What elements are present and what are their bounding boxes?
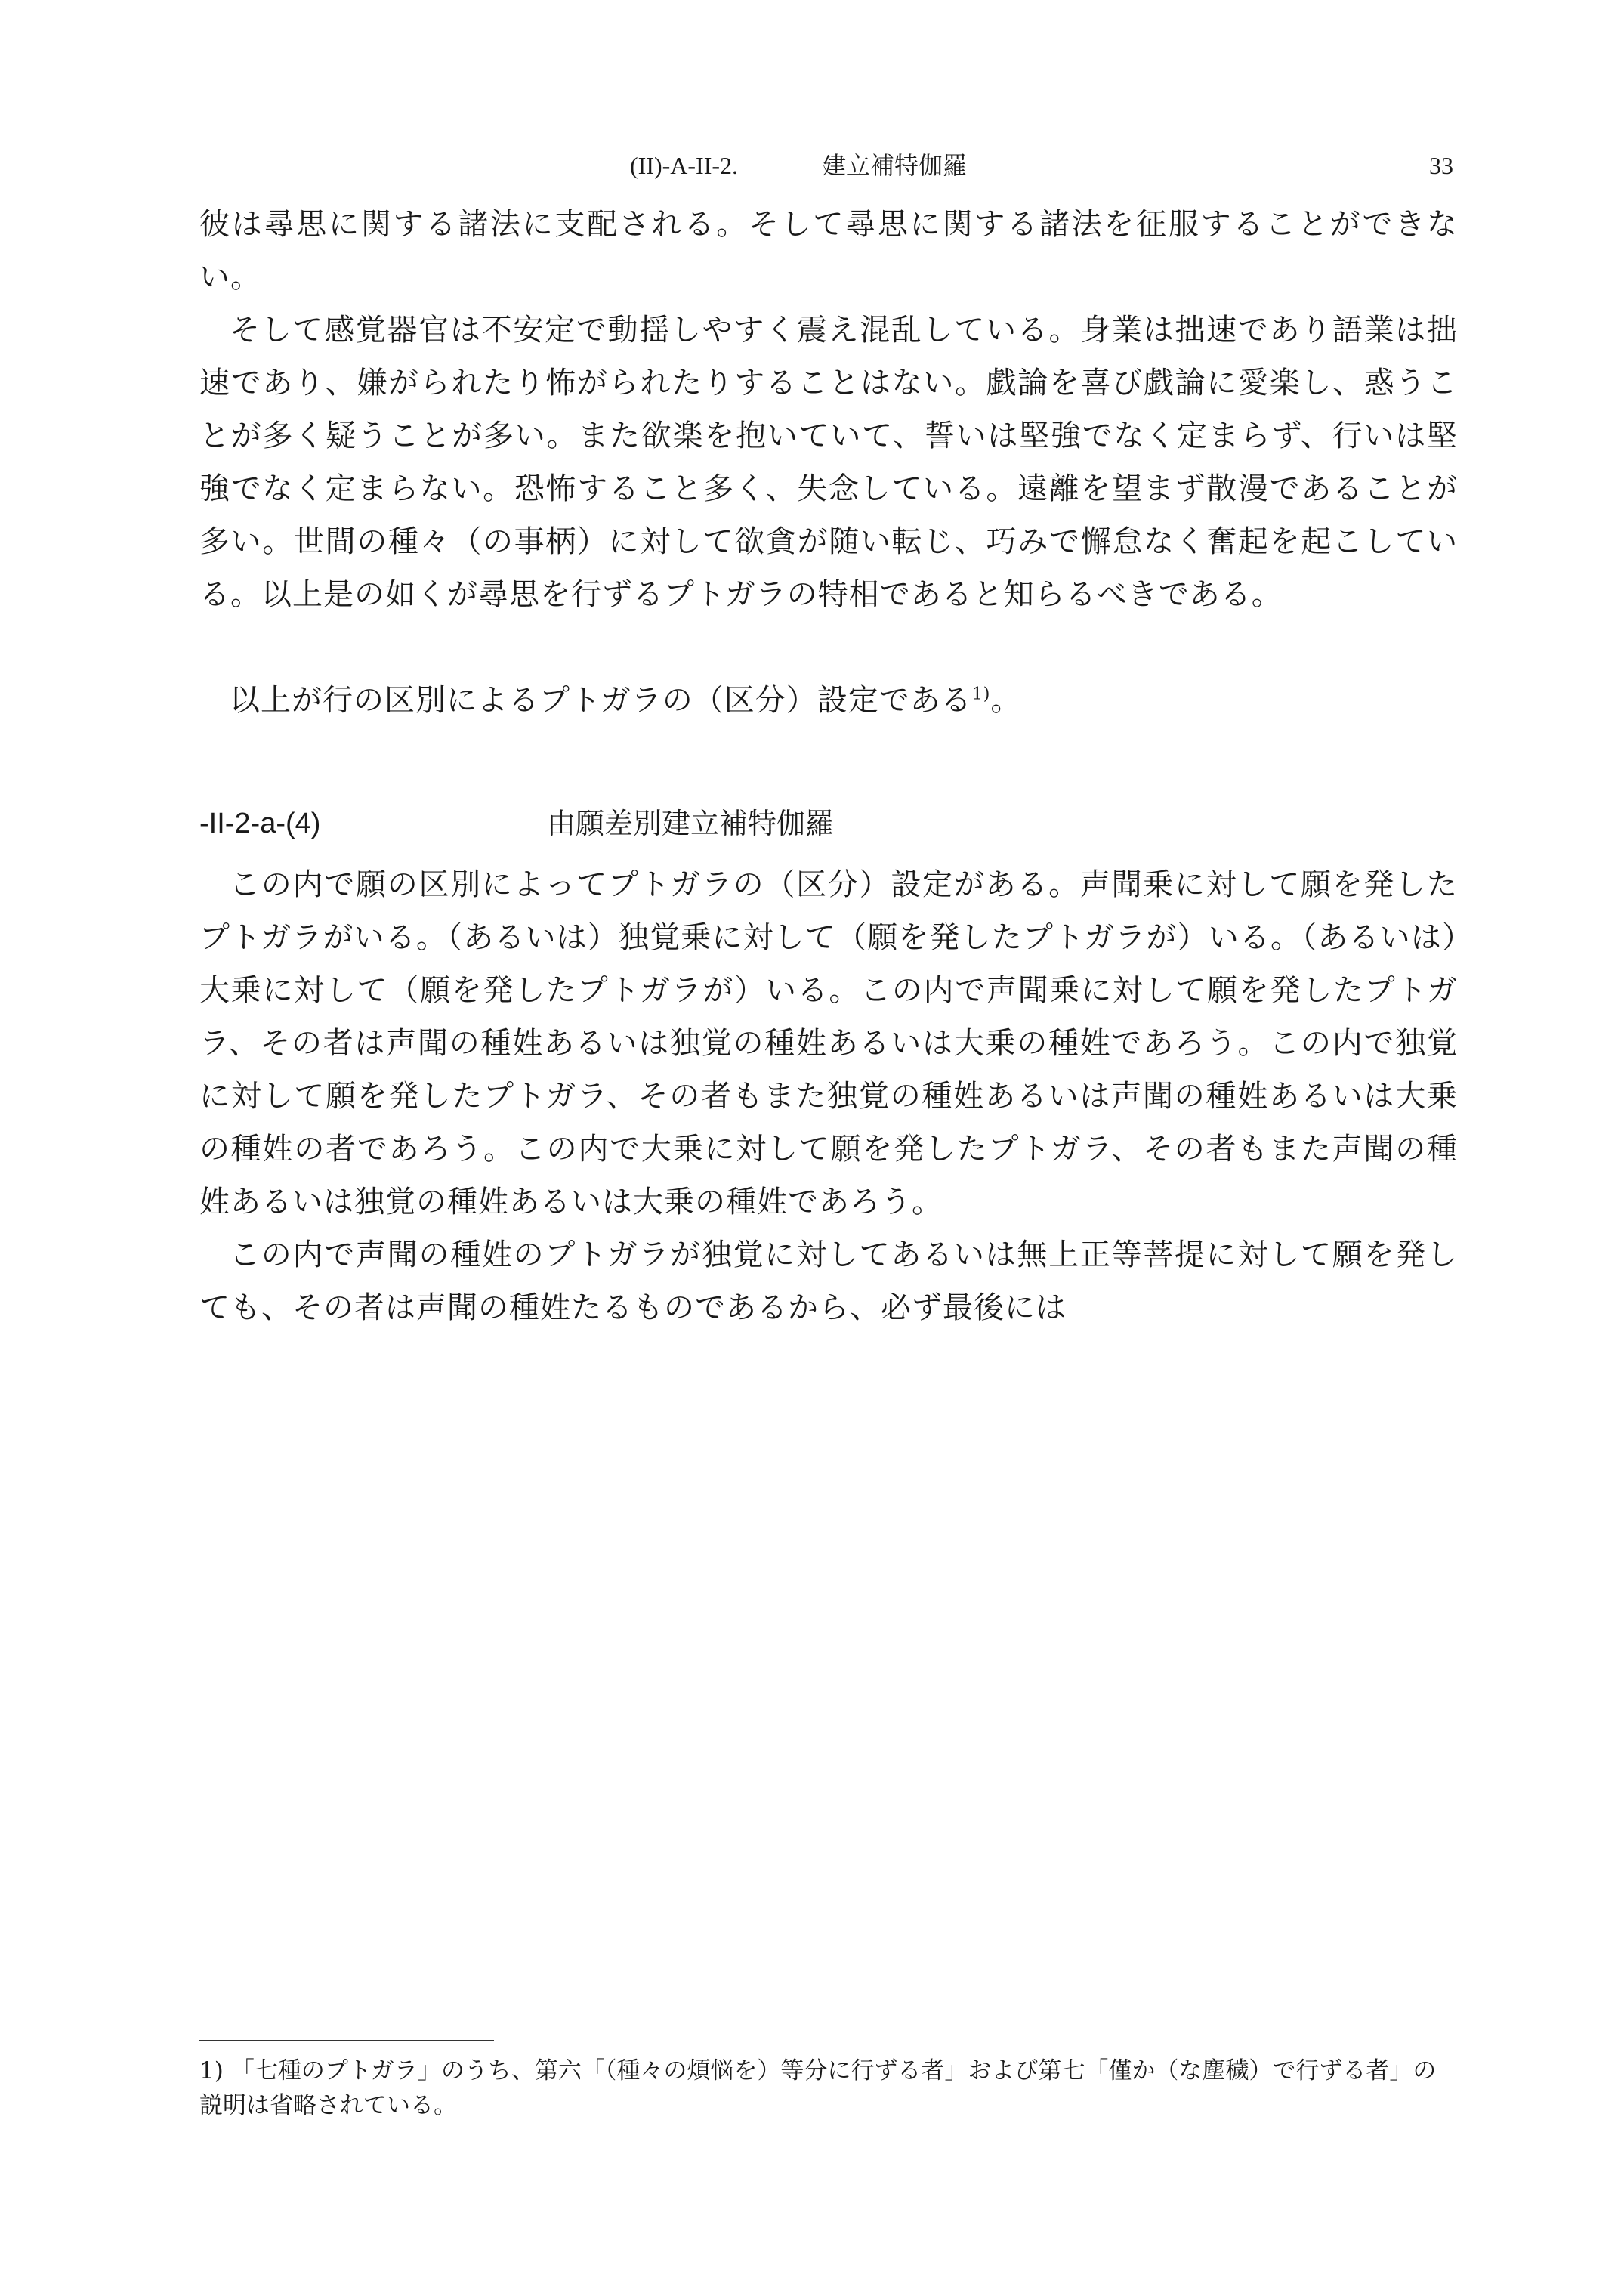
subheading-title: 由願差別建立補特伽羅 xyxy=(547,807,835,840)
footnote xyxy=(199,2053,1458,2123)
paragraph-3-end: 。 xyxy=(990,683,1022,718)
subheading-code: -II-2-a-(4) xyxy=(199,808,321,839)
footnote-text: 「七種のプトガラ」のうち、第六「（種々の煩悩を）等分に行ずる者」および第七「僅か（な塵穢）で行ずる者」の説明は省略されている。 xyxy=(199,2057,1437,2119)
paragraph-1: 彼は尋思に関する諸法に支配される。そして尋思に関する諸法を征服することができない。 xyxy=(199,207,1458,295)
paragraph-3 xyxy=(199,674,1458,727)
section-subheading xyxy=(199,801,1458,846)
paragraph-5: この内で声聞の種姓のプトガラが独覚に対してあるいは無上正等菩提に対して願を発しても、その者は声聞の種姓たるものであるから、必ず最後には xyxy=(199,1238,1458,1325)
footnote-reference[interactable]: 1) xyxy=(971,684,991,704)
page-number: 33 xyxy=(1429,152,1453,179)
footnote-marker: 1) xyxy=(199,2057,224,2084)
paragraph-3-text: 以上が行の区別によるプトガラの（区分）設定である xyxy=(230,683,972,718)
header-section-code: (II)-A-II-2. xyxy=(630,152,739,179)
running-header xyxy=(630,148,1453,183)
header-section-title: 建立補特伽羅 xyxy=(822,152,968,179)
paragraph-2: そして感覚器官は不安定で動揺しやすく震え混乱している。身業は拙速であり語業は拙速であり、嫌がられたり怖がられたりすることはない。戯論を喜び戯論に愛楽し、惑うことが多く疑うことが多い。また欲楽を抱いていて、誓いは堅強でなく定まらず、行いは堅強でなく定まらない。恐怖すること多く、失念している。遠離を望まず散漫であることが多い。世間の種々（の事柄）に対して欲貪が随い転じ、巧みで懈怠なく奮起を起こしている。以上是の如くが尋思を行ずるプトガラの特相であると知らるべきである。 xyxy=(199,313,1458,612)
paragraph-4: この内で願の区別によってプトガラの（区分）設定がある。声聞乗に対して願を発したプトガラがいる。（あるいは）独覚乗に対して（願を発したプトガラが）いる。（あるいは）大乗に対して（願を発したプトガラが）いる。この内で声聞乗に対して願を発したプトガラ、その者は声聞の種姓あるいは独覚の種姓あるいは大乗の種姓であろう。この内で独覚に対して願を発したプトガラ、その者もまた独覚の種姓あるいは声聞の種姓あるいは大乗の種姓の者であろう。この内で大乗に対して願を発したプトガラ、その者もまた声聞の種姓あるいは独覚の種姓あるいは大乗の種姓であろう。 xyxy=(199,867,1458,1219)
footnote-divider xyxy=(199,2040,494,2041)
